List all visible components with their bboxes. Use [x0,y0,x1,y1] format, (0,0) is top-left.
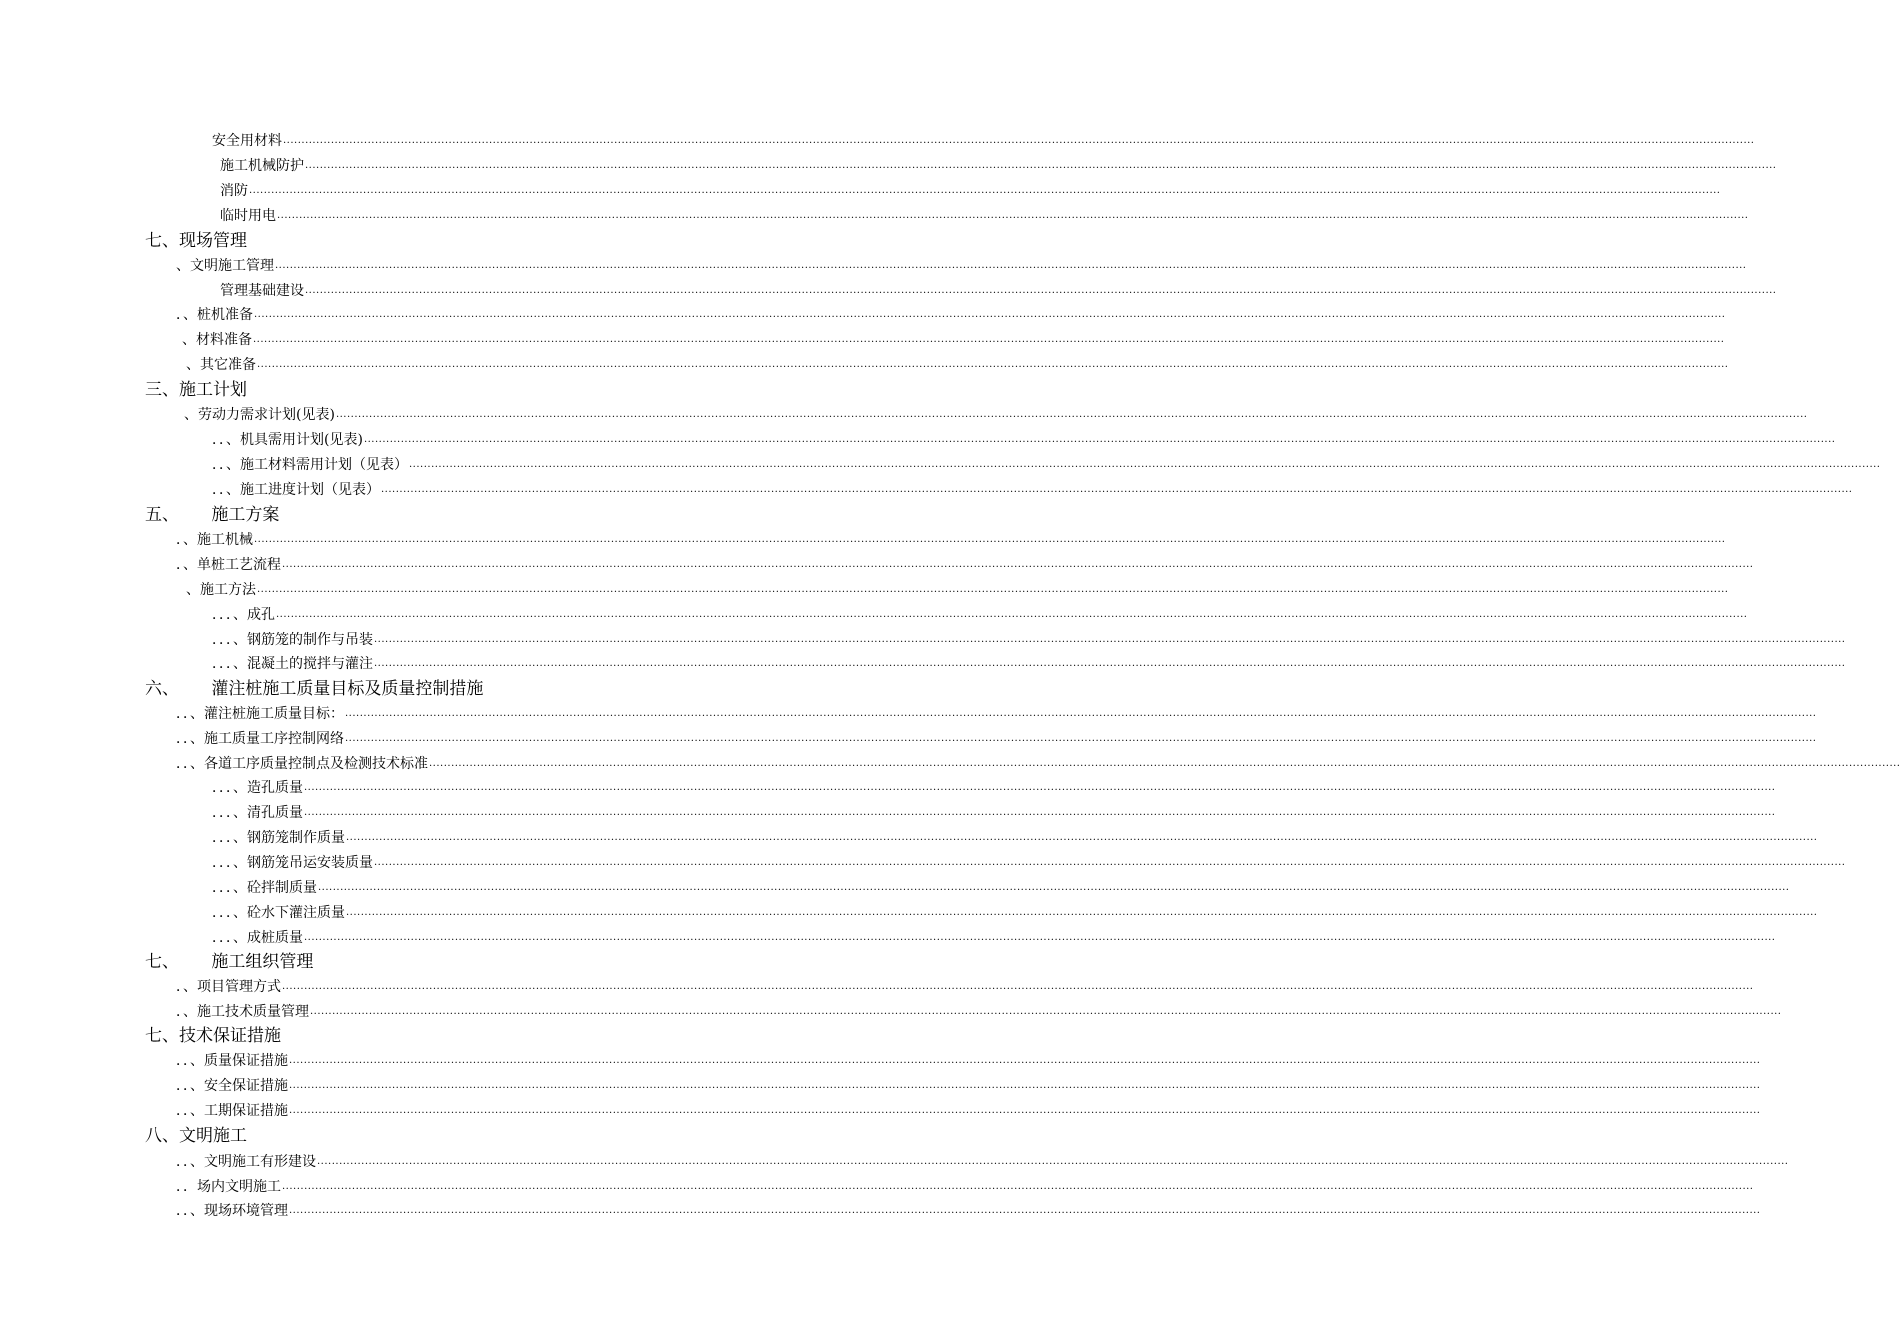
toc-section-heading [145,1122,745,1146]
toc-entry [176,974,1754,996]
toc-entry [212,602,1748,624]
toc-entry-title: ．．、施工材料需用计划（见表） [212,457,408,473]
toc-entry [220,278,1777,300]
toc-entry-title: 六、 灌注桩施工质量目标及质量控制措施 [145,679,484,699]
toc-entry [212,477,1853,499]
toc-entry-title: ．．．、成桩质量 [212,930,303,946]
toc-entry-title: 消防 [220,183,248,199]
toc-entry [186,577,1729,599]
toc-entry-title: 管理基础建设 [220,283,304,299]
toc-entry-title: ．．．、造孔质量 [212,780,303,796]
toc-entry [176,253,1747,275]
toc-dot-leader: ................................................................................................................................................................................................................................................................................................................................................................................................................ [276,609,1748,620]
toc-entry [220,203,1749,225]
toc-entry [220,153,1777,175]
toc-dot-leader: ................................................................................................................................................................................................................................................................................................................................................................................................................ [374,634,1846,645]
toc-dot-leader: ................................................................................................................................................................................................................................................................................................................................................................................................................ [289,1055,1761,1066]
toc-entry [212,800,1776,822]
toc-entry-title: ．、项目管理方式 [176,979,281,995]
toc-dot-leader: ................................................................................................................................................................................................................................................................................................................................................................................................................ [346,832,1818,843]
toc-section-heading [145,1022,745,1046]
toc-entry-title: ．．．、混凝土的搅拌与灌注 [212,656,373,672]
toc-dot-leader: ................................................................................................................................................................................................................................................................................................................................................................................................................ [305,160,1777,171]
toc-dot-leader: ................................................................................................................................................................................................................................................................................................................................................................................................................ [254,534,1726,545]
toc-entry-title: ．．、灌注桩施工质量目标： [176,706,344,722]
toc-entry-title: ．．．、钢筋笼制作质量 [212,830,345,846]
toc-dot-leader: ................................................................................................................................................................................................................................................................................................................................................................................................................ [289,1080,1761,1091]
toc-entry [176,302,1726,324]
toc-entry-title: ．．．、钢筋笼吊运安装质量 [212,855,373,871]
toc-entry [212,875,1790,897]
toc-entry-title: ．．、现场环境管理 [176,1203,288,1219]
toc-dot-leader: ................................................................................................................................................................................................................................................................................................................................................................................................................ [409,459,1881,470]
toc-dot-leader: ................................................................................................................................................................................................................................................................................................................................................................................................................ [257,359,1729,370]
toc-dot-leader: ................................................................................................................................................................................................................................................................................................................................................................................................................ [305,285,1777,296]
toc-entry-title: 七、现场管理 [145,231,247,251]
toc-entry-title: 、文明施工管理 [176,258,274,274]
toc-entry [176,1073,1761,1095]
toc-dot-leader: ................................................................................................................................................................................................................................................................................................................................................................................................................ [304,932,1776,943]
toc-entry-title: 安全用材料 [212,133,282,149]
toc-entry [176,552,1754,574]
toc-dot-leader: ................................................................................................................................................................................................................................................................................................................................................................................................................ [317,1156,1789,1167]
toc-dot-leader: ................................................................................................................................................................................................................................................................................................................................................................................................................ [318,882,1790,893]
toc-dot-leader: ................................................................................................................................................................................................................................................................................................................................................................................................................ [374,658,1846,669]
toc-dot-leader: ................................................................................................................................................................................................................................................................................................................................................................................................................ [310,1006,1782,1017]
toc-dot-leader: ................................................................................................................................................................................................................................................................................................................................................................................................................ [381,484,1853,495]
toc-entry-title: 、劳动力需求计划(见表) [184,407,335,423]
toc-dot-leader: ................................................................................................................................................................................................................................................................................................................................................................................................................ [254,309,1726,320]
toc-entry-title: ．．、施工进度计划（见表） [212,482,380,498]
toc-dot-leader: ................................................................................................................................................................................................................................................................................................................................................................................................................ [363,434,1836,445]
toc-entry [212,825,1818,847]
toc-entry [212,452,1881,474]
toc-entry [184,402,1808,424]
toc-entry-title: ．．、各道工序质量控制点及检测技术标准 [176,756,428,772]
toc-entry-title: ．．、施工质量工序控制网络 [176,731,344,747]
toc-entry [176,1098,1761,1120]
toc-entry-title: ．．、安全保证措施 [176,1078,288,1094]
toc-entry-title: ．、桩机准备 [176,307,253,323]
toc-dot-leader: ................................................................................................................................................................................................................................................................................................................................................................................................................ [304,782,1776,793]
toc-dot-leader: ................................................................................................................................................................................................................................................................................................................................................................................................................ [249,185,1721,196]
toc-entry-title: ．．、工期保证措施 [176,1103,288,1119]
toc-entry [212,925,1776,947]
toc-dot-leader: ................................................................................................................................................................................................................................................................................................................................................................................................................ [282,559,1754,570]
toc-dot-leader: ................................................................................................................................................................................................................................................................................................................................................................................................................ [282,1181,1754,1192]
toc-entry-title: 五、 施工方案 [145,505,280,525]
toc-dot-leader: ................................................................................................................................................................................................................................................................................................................................................................................................................ [345,733,1817,744]
toc-entry-title: 施工机械防护 [220,158,304,174]
toc-entry-title: 八、文明施工 [145,1126,247,1146]
toc-dot-leader: ................................................................................................................................................................................................................................................................................................................................................................................................................ [283,135,1755,146]
toc-entry [176,527,1726,549]
toc-entry-title: ．．、文明施工有形建设 [176,1154,316,1170]
toc-entry [176,726,1817,748]
toc-entry [176,1149,1789,1171]
toc-dot-leader: ................................................................................................................................................................................................................................................................................................................................................................................................................ [277,210,1749,221]
toc-entry [176,1174,1754,1196]
toc-entry-title: ．．、机具需用计划(见表) [212,432,363,448]
toc-entry-title: 、其它准备 [186,357,256,373]
toc-dot-leader: ................................................................................................................................................................................................................................................................................................................................................................................................................ [289,1205,1761,1216]
toc-entry-title: ．．场内文明施工 [176,1179,281,1195]
toc-dot-leader: ................................................................................................................................................................................................................................................................................................................................................................................................................ [282,981,1754,992]
toc-entry [182,327,1725,349]
toc-entry [176,1048,1761,1070]
toc-dot-leader: ................................................................................................................................................................................................................................................................................................................................................................................................................ [289,1105,1761,1116]
toc-entry [176,701,1817,723]
toc-entry [186,352,1729,374]
toc-entry-title: 七、 施工组织管理 [145,952,314,972]
toc-section-heading [145,501,745,525]
toc-entry [212,900,1818,922]
toc-entry [212,627,1846,649]
toc-dot-leader: ................................................................................................................................................................................................................................................................................................................................................................................................................ [335,409,1808,420]
toc-dot-leader: ................................................................................................................................................................................................................................................................................................................................................................................................................ [345,708,1817,719]
toc-entry [176,751,1900,773]
toc-entry-title: ．．．、钢筋笼的制作与吊装 [212,632,373,648]
toc-section-heading [145,376,745,400]
toc-entry-title: ．、施工技术质量管理 [176,1004,309,1020]
toc-entry [212,427,1836,449]
toc-dot-leader: ................................................................................................................................................................................................................................................................................................................................................................................................................ [346,907,1818,918]
toc-entry-title: ．．．、清孔质量 [212,805,303,821]
toc-entry-title: 临时用电 [220,208,276,224]
toc-entry-title: ．．．、砼拌制质量 [212,880,317,896]
toc-entry-title: 、施工方法 [186,582,256,598]
toc-dot-leader: ................................................................................................................................................................................................................................................................................................................................................................................................................ [253,334,1725,345]
toc-entry-title: ．、施工机械 [176,532,253,548]
toc-dot-leader: ................................................................................................................................................................................................................................................................................................................................................................................................................ [304,807,1776,818]
toc-dot-leader: ................................................................................................................................................................................................................................................................................................................................................................................................................ [275,260,1747,271]
toc-entry [220,178,1721,200]
toc-section-heading [145,227,745,251]
toc-entry [212,850,1846,872]
toc-entry-title: 三、施工计划 [145,380,247,400]
toc-entry [212,651,1846,673]
toc-dot-leader: ................................................................................................................................................................................................................................................................................................................................................................................................................ [374,857,1846,868]
toc-entry-title: 七、技术保证措施 [145,1026,281,1046]
toc-entry [212,775,1776,797]
toc-dot-leader: ................................................................................................................................................................................................................................................................................................................................................................................................................ [257,584,1729,595]
toc-section-heading [145,675,745,699]
toc-entry [176,999,1782,1021]
toc-entry-title: ．．、质量保证措施 [176,1053,288,1069]
toc-entry [176,1198,1761,1220]
toc-entry [212,128,1755,150]
toc-entry-title: ．、单桩工艺流程 [176,557,281,573]
toc-entry-title: ．．．、砼水下灌注质量 [212,905,345,921]
toc-section-heading [145,948,745,972]
toc-entry-title: 、材料准备 [182,332,252,348]
toc-dot-leader: ................................................................................................................................................................................................................................................................................................................................................................................................................ [429,758,1900,769]
toc-entry-title: ．．．、成孔 [212,607,275,623]
